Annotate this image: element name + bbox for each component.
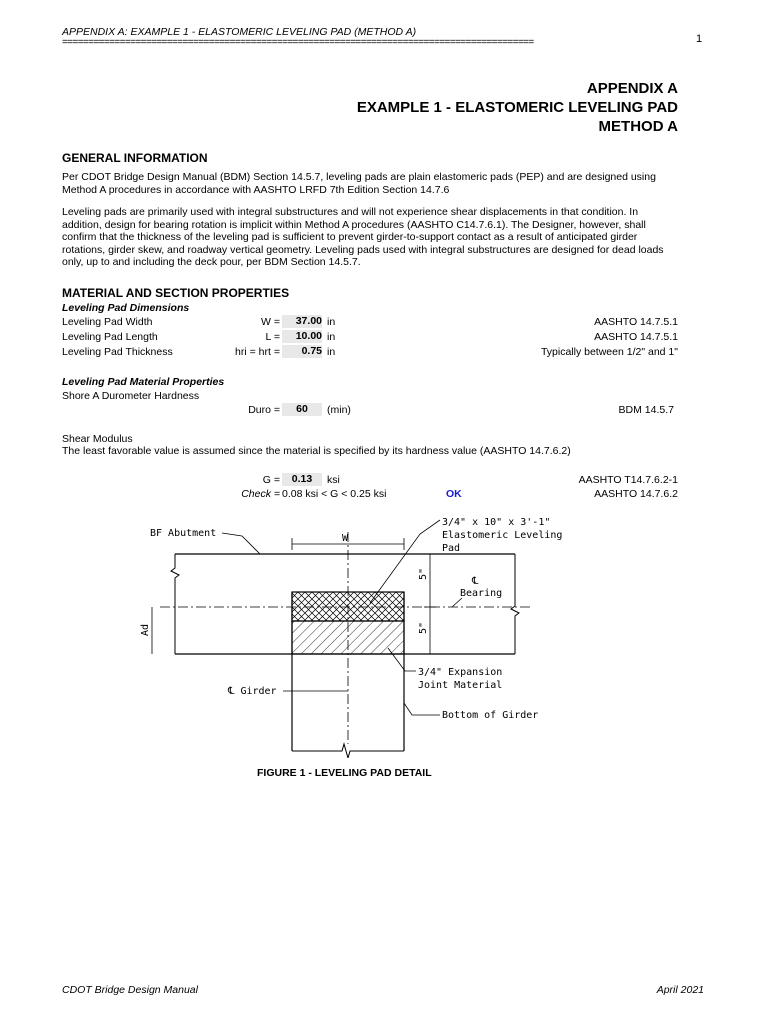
duro-ref: BDM 14.5.7 (618, 404, 674, 416)
w-label: W (342, 533, 349, 544)
g-symbol: G = (262, 474, 280, 486)
shear-note: The least favorable value is assumed since the material is specified by its hardness value (AASHTO 14.7.6.2) (62, 445, 571, 457)
check-expression: 0.08 ksi < G < 0.25 ksi (282, 488, 387, 500)
pad-label-line1: 3/4" x 10" x 3'-1" (442, 517, 551, 528)
duro-unit: (min) (327, 404, 351, 416)
g-ref: AASHTO T14.7.6.2-1 (578, 474, 678, 486)
width-unit: in (327, 316, 336, 328)
footer-right: April 2021 (656, 984, 704, 996)
width-ref: AASHTO 14.7.5.1 (594, 316, 678, 328)
general-heading: GENERAL INFORMATION (62, 151, 208, 165)
props-subheading: Leveling Pad Material Properties (62, 376, 225, 388)
check-label: Check = (241, 488, 280, 500)
width-symbol: W = (261, 316, 280, 328)
bearing-label: Bearing (460, 588, 503, 599)
material-heading: MATERIAL AND SECTION PROPERTIES (62, 286, 290, 300)
thickness-label: Leveling Pad Thickness (62, 346, 173, 358)
bf-abutment-label: BF Abutment (150, 528, 217, 539)
five-bottom-label: 5" (418, 621, 429, 634)
check-result: OK (446, 488, 462, 500)
durometer-label: Shore A Durometer Hardness (62, 390, 200, 402)
thickness-symbol: hri = hrt = (235, 346, 280, 358)
thickness-unit: in (327, 346, 336, 358)
pad-label-line2: Elastomeric Leveling (442, 530, 563, 541)
header-rule: ========================================================================================== (62, 37, 534, 48)
ad-label: Ad (140, 623, 151, 636)
shear-label: Shear Modulus (62, 433, 133, 445)
width-label: Leveling Pad Width (62, 316, 153, 328)
running-header: APPENDIX A: EXAMPLE 1 - ELASTOMERIC LEVELING PAD (METHOD A) (62, 26, 417, 38)
five-top-label: 5" (418, 567, 429, 580)
exp-label-line1: 3/4" Expansion (418, 667, 503, 678)
check-ref: AASHTO 14.7.6.2 (594, 488, 678, 500)
pad-label-line3: Pad (442, 543, 461, 554)
length-label: Leveling Pad Length (62, 331, 158, 343)
width-value: 37.00 (282, 315, 322, 328)
length-ref: AASHTO 14.7.5.1 (594, 331, 678, 343)
duro-symbol: Duro = (248, 404, 280, 416)
page-number: 1 (696, 33, 703, 45)
leveling-pad-detail-figure (130, 508, 570, 758)
bottom-girder-label: Bottom of Girder (442, 710, 539, 721)
dims-subheading: Leveling Pad Dimensions (62, 302, 190, 314)
figure-caption: FIGURE 1 - LEVELING PAD DETAIL (257, 767, 432, 779)
exp-label-line2: Joint Material (418, 680, 503, 691)
title-appendix: APPENDIX A (586, 80, 678, 97)
title-method: METHOD A (598, 118, 678, 135)
length-unit: in (327, 331, 336, 343)
cl-girder-label: ℄ Girder (228, 686, 277, 697)
general-para-1: Per CDOT Bridge Design Manual (BDM) Section 14.5.7, leveling pads are plain elastomeric pads (PEP) and are designed using Method A procedures in accordance with AASHTO LRFD 7th Edition Section 14.7.6 (62, 171, 656, 196)
g-unit: ksi (327, 474, 340, 486)
thickness-ref: Typically between 1/2" and 1" (540, 346, 678, 358)
footer-left: CDOT Bridge Design Manual (62, 984, 198, 996)
g-value: 0.13 (282, 473, 322, 486)
length-value: 10.00 (282, 330, 322, 343)
title-example: EXAMPLE 1 - ELASTOMERIC LEVELING PAD (356, 99, 678, 116)
length-symbol: L = (265, 331, 280, 343)
duro-value: 60 (282, 403, 322, 416)
general-para-2: Leveling pads are primarily used with integral substructures and will not experience shear displacements in that condition. In addition, design for bearing rotation is implicit within Method A procedures (AASHTO C14.7.6.1). The Designer, however, shall confirm that the thickness of the leveling pad is sufficient to prevent girder-to-support contact as a result of anticipated girder rotations, girder skew, and roadway vertical geometry. Leveling pads used with integral substructures are designed for dead loads only, up to and including the deck pour, per BDM Section 14.5.7. (62, 206, 664, 269)
cl-bearing-symbol: ℄ (472, 576, 479, 587)
thickness-value: 0.75 (282, 345, 322, 358)
